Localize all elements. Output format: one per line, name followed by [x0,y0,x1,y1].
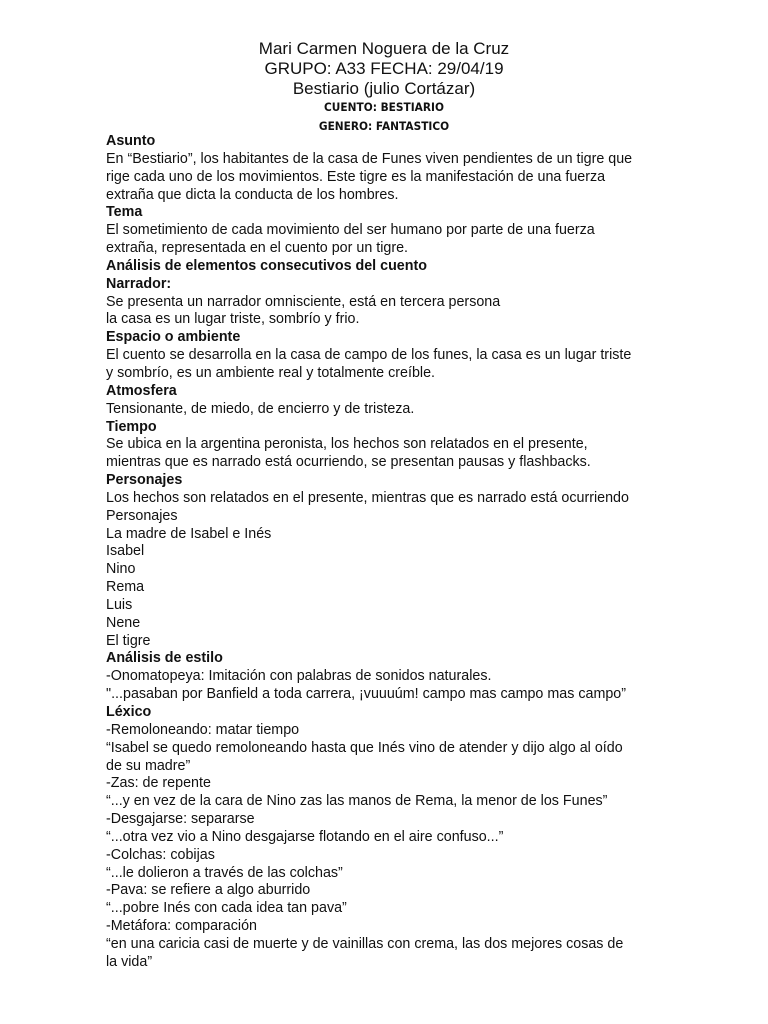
story-label: CUENTO: BESTIARIO [324,100,444,114]
text-line: “...y en vez de la cara de Nino zas las manos de Rema, la menor de los Funes” [106,793,608,810]
text-line: mientras que es narrado está ocurriendo, se presentan pausas y flashbacks. [106,454,591,471]
text-line: -Colchas: cobijas [106,846,215,863]
section-heading: Espacio o ambiente [106,329,241,346]
document-header [0,39,768,133]
section-heading: Léxico [106,704,152,720]
text-line: extraña, representada en el cuento por un tigre. [106,240,409,257]
text-line: El tigre [106,632,151,649]
text-line: extraña que dicta la conducta de los hombres. [106,186,399,203]
text-line: Rema [106,579,145,596]
section-heading: Análisis de estilo [106,650,223,667]
text-line: La madre de Isabel e Inés [106,525,272,542]
text-line: El cuento se desarrolla en la casa de campo de los funes, la casa es un lugar triste [106,347,632,364]
text-line: la vida” [106,953,153,970]
text-line: “...pobre Inés con cada idea tan pava” [106,900,347,917]
text-line: -Remoloneando: matar tiempo [106,721,300,738]
text-line: Se presenta un narrador omnisciente, está en tercera persona [106,293,501,310]
text-line: “...otra vez vio a Nino desgajarse flotando en el aire confuso...” [106,828,504,845]
text-line: rige cada uno de los movimientos. Este tigre es la manifestación de una fuerza [106,168,606,185]
text-line: -Metáfora: comparación [106,918,257,935]
section-heading: Análisis de elementos consecutivos del cuento [106,257,427,274]
section-heading: Tiempo [106,418,157,435]
text-line: -Zas: de repente [106,775,211,792]
section-heading: Asunto [106,133,156,149]
section-heading: Tema [106,204,143,221]
text-line: -Onomatopeya: Imitación con palabras de sonidos naturales. [106,668,492,685]
text-line: Tensionante, de miedo, de encierro y de tristeza. [106,400,415,417]
section-heading: Atmosfera [106,382,177,399]
text-line: -Pava: se refiere a algo aburrido [106,882,311,899]
text-line: "...pasaban por Banfield a toda carrera, ¡vuuuúm! campo mas campo mas campo” [106,686,627,703]
text-line: En “Bestiario”, los habitantes de la casa de Funes viven pendientes de un tigre que [106,150,633,167]
text-line: Los hechos son relatados en el presente, mientras que es narrado está ocurriendo [106,489,629,506]
document-title: Bestiario (julio Cortázar) [292,79,476,98]
text-line: -Desgajarse: separarse [106,811,255,828]
author-name: Mari Carmen Noguera de la Cruz [258,39,510,58]
document-body [106,133,666,972]
text-line: Personajes [106,507,178,524]
text-line: de su madre” [106,757,191,774]
text-line: Luis [106,596,133,613]
text-line: “...le dolieron a través de las colchas” [106,864,343,881]
text-line: y sombrío, es un ambiente real y totalmente creíble. [106,364,435,381]
text-line: “Isabel se quedo remoloneando hasta que Inés vino de atender y dijo algo al oído [106,739,623,756]
text-line: Isabel [106,543,145,560]
group-date: GRUPO: A33 FECHA: 29/04/19 [264,59,504,78]
text-line: Se ubica en la argentina peronista, los hechos son relatados en el presente, [106,436,588,453]
text-line: El sometimiento de cada movimiento del ser humano por parte de una fuerza [106,222,595,239]
section-heading: Narrador: [106,275,172,292]
section-heading: Personajes [106,472,183,489]
genre-label: GENERO: FANTASTICO [318,119,450,133]
text-line: Nino [106,561,136,578]
text-line: la casa es un lugar triste, sombrío y frio. [106,311,360,328]
text-line: Nene [106,614,141,631]
text-line: “en una caricia casi de muerte y de vainillas con crema, las dos mejores cosas de [106,935,624,952]
